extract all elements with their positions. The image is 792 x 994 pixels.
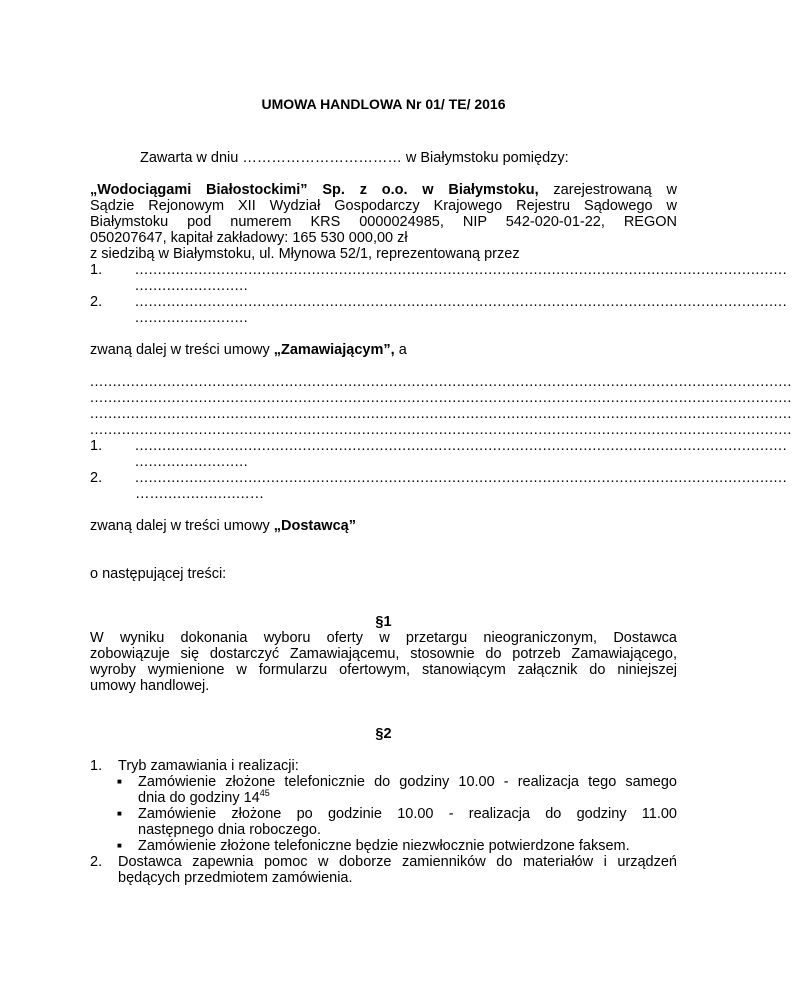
party2-dots-4: ...........................................................................................................................................................	[90, 422, 792, 438]
party1-line1-rest: zarejestrowaną w	[553, 182, 678, 198]
section2-bullet3-line1: Zamówienie złożone telefoniczne będzie niezwłocznie potwierdzone faksem.	[138, 838, 630, 854]
party1-rep2-dots-cont: .........................	[135, 310, 249, 326]
section2-bullet2-line2: następnego dnia roboczego.	[138, 822, 322, 838]
bullet-square-icon: ■	[117, 777, 122, 786]
party1-rep1-dots-cont: .........................	[135, 278, 249, 294]
party1-role-suffix: a	[398, 342, 407, 358]
party2-rep2-dots-cont: …......................…	[135, 486, 265, 502]
party1-role-prefix: zwaną dalej w treści umowy	[90, 342, 270, 358]
section1-line2: zobowiązuje się dostarczyć Zamawiającemu, stosownie do potrzeb Zamawiającego,	[90, 646, 677, 662]
party2-dots-2: ...........................................................................................................................................................	[90, 390, 792, 406]
party1-line4: 050207647, kapitał zakładowy: 165 530 000,00 zł	[90, 230, 408, 246]
party1-line2: Sądzie Rejonowym XII Wydział Gospodarczy Krajowego Rejestru Sądowego w	[90, 198, 677, 214]
section1-heading: §1	[375, 614, 392, 630]
section2-bullet2-line1: Zamówienie złożone po godzinie 10.00 - realizacja do godziny 11.00	[138, 806, 677, 822]
content-intro: o następującej treści:	[90, 566, 227, 582]
section2-bullet1-line2	[138, 790, 270, 806]
party2-role-name: „Dostawcą”	[273, 518, 356, 534]
intro-date-dots: ……………………………	[242, 150, 402, 166]
party2-rep1-dots: ................................................................................................................................................	[135, 438, 788, 454]
section2-item1-text: Tryb zamawiania i realizacji:	[118, 758, 299, 774]
section2-item2-number: 2.	[90, 854, 103, 870]
document-title: UMOWA HANDLOWA Nr 01/ TE/ 2016	[261, 96, 506, 112]
section2-item1-number: 1.	[90, 758, 103, 774]
party1-rep2-dots: ................................................................................................................................................	[135, 294, 788, 310]
section1-line3: wyroby wymienione w formularzu ofertowym, stanowiącym załącznik do niniejszej	[90, 662, 677, 678]
intro-line	[140, 150, 569, 166]
party2-rep2-number: 2.	[90, 470, 103, 486]
bullet-square-icon: ■	[117, 841, 122, 850]
party1-role	[90, 342, 407, 358]
section2-bullet1-sup: 45	[259, 788, 270, 798]
section2-bullet1-line1: Zamówienie złożone telefonicznie do godziny 10.00 - realizacja tego samego	[138, 774, 677, 790]
party1-rep1-number: 1.	[90, 262, 103, 278]
party2-dots-3: ...........................................................................................................................................................	[90, 406, 792, 422]
party1-rep1-dots: ................................................................................................................................................	[135, 262, 788, 278]
section1-line4: umowy handlowej.	[90, 678, 210, 694]
section2-item2-line2: będących przedmiotem zamówienia.	[118, 870, 353, 886]
party2-rep1-dots-cont: .........................	[135, 454, 249, 470]
party1-name: „Wodociągami Białostockimi” Sp. z o.o. w Białymstoku,	[90, 182, 539, 198]
party2-role-prefix: zwaną dalej w treści umowy	[90, 518, 270, 534]
party1-rep2-number: 2.	[90, 294, 103, 310]
party2-role	[90, 518, 356, 534]
party2-dots-1: ...........................................................................................................................................................	[90, 374, 792, 390]
intro-prefix: Zawarta w dniu	[140, 150, 239, 166]
section2-heading: §2	[375, 726, 392, 742]
party1-line5: z siedzibą w Białymstoku, ul. Młynowa 52/1, reprezentowaną przez	[90, 246, 520, 262]
party1-line1	[90, 182, 677, 198]
intro-suffix: w Białymstoku pomiędzy:	[405, 150, 569, 166]
bullet-square-icon: ■	[117, 809, 122, 818]
party2-rep2-dots: ................................................................................................................................................	[135, 470, 788, 486]
party1-line3: Białymstoku pod numerem KRS 0000024985, NIP 542-020-01-22, REGON	[90, 214, 677, 230]
section2-item2-line1: Dostawca zapewnia pomoc w doborze zamienników do materiałów i urządzeń	[118, 854, 677, 870]
section2-bullet1-time: dnia do godziny 14	[138, 790, 260, 806]
party1-role-name: „Zamawiającym”,	[273, 342, 395, 358]
party2-rep1-number: 1.	[90, 438, 103, 454]
section1-line1: W wyniku dokonania wyboru oferty w przetargu nieograniczonym, Dostawca	[90, 630, 677, 646]
